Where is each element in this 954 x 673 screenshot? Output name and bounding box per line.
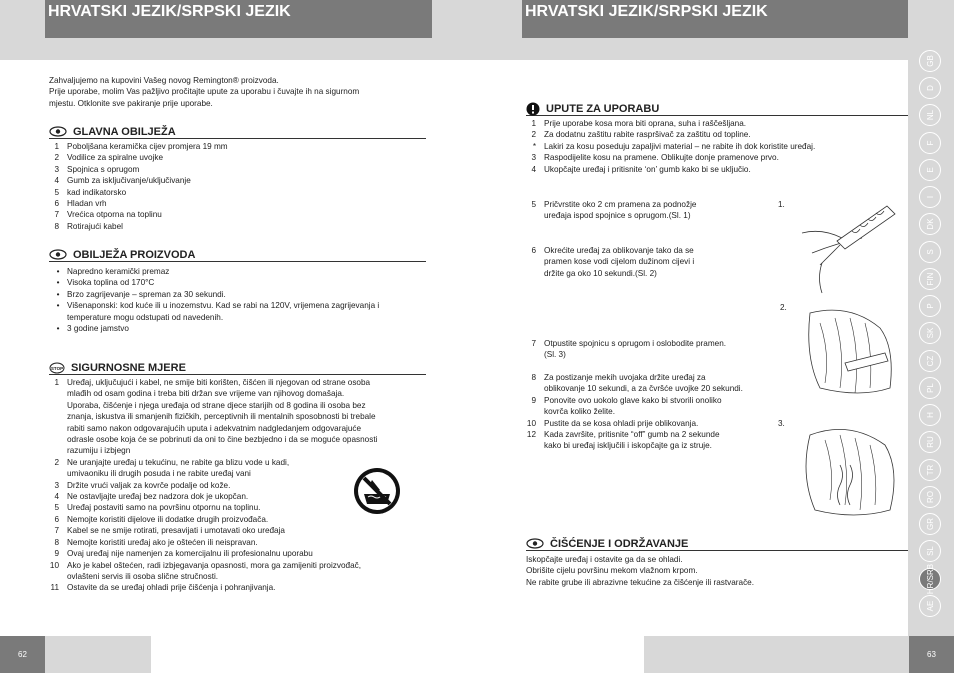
list-item-number <box>49 400 67 411</box>
list-item <box>49 400 419 411</box>
figure-3-illustration <box>790 420 905 525</box>
list-item <box>49 141 419 152</box>
list-item-number: 3 <box>54 164 59 174</box>
list-item-text: Ukopčajte uređaj i pritisnite ‘on’ gumb kako bi se uključio. <box>544 164 751 174</box>
product-heading <box>49 248 426 262</box>
list-item-text: držite ga oko 10 sekundi.(Sl. 2) <box>544 268 657 278</box>
list-item-text: Gumb za isključivanje/uključivanje <box>67 176 191 186</box>
list-item-text: pramen kose vodi cijelom dužinom cijevi i <box>544 257 695 267</box>
intro-line: Prije uporabe, molim Vas pažljivo pročitajte upute za uporabu i čuvajte ih na sigurnom <box>49 87 360 97</box>
list-item <box>49 221 419 232</box>
list-item-number: 3 <box>531 153 536 163</box>
list-item <box>526 141 896 152</box>
list-item-text: razumiju i izbjegn <box>67 446 131 456</box>
list-item <box>526 118 896 129</box>
bullet-dot: • <box>56 278 60 288</box>
safety-title: SIGURNOSNE MJERE <box>71 361 186 374</box>
list-item-text: Spojnica s oprugom <box>67 164 140 174</box>
list-item-number: 4 <box>54 176 59 186</box>
steps-list-a <box>526 199 746 222</box>
list-item <box>49 434 419 445</box>
bullet-text: Napredno keramički premaz <box>67 267 170 276</box>
language-tab[interactable]: FIN <box>919 268 941 290</box>
bullet-item <box>49 323 429 334</box>
stop-icon <box>49 362 65 374</box>
list-item <box>49 187 419 198</box>
features-title: GLAVNA OBILJEŽA <box>73 125 176 138</box>
language-tab[interactable]: HR/SRB <box>919 568 941 590</box>
list-item-number: 8 <box>531 373 536 382</box>
list-item <box>526 338 786 349</box>
bullet-dot: • <box>56 289 60 299</box>
list-item <box>49 571 419 582</box>
list-item-text: Ponovite ovo uokolo glave kako bi stvorili onoliko <box>544 395 722 405</box>
left-page-number: 62 <box>0 636 45 673</box>
list-item-number: 6 <box>531 246 536 255</box>
list-item-text: znanja, iskustva ili smanjenih fizičkih, perceptivnih ili mentalnih sposobnosti bi trebale <box>67 412 376 422</box>
right-footer-band <box>644 636 954 673</box>
list-item-number: 5 <box>54 187 59 197</box>
list-item-number: 8 <box>54 537 59 547</box>
list-item <box>526 210 746 221</box>
bullet-item <box>49 277 429 288</box>
list-item-number <box>526 349 544 360</box>
language-tab[interactable]: DK <box>919 213 941 235</box>
hand-pointer-icon <box>526 102 540 116</box>
list-item <box>49 152 419 163</box>
bullet-dot: • <box>56 301 60 311</box>
list-item-text: Raspodijelite kosu na pramene. Oblikujte donje pramenove prvo. <box>544 153 779 163</box>
list-item-text: Pobolјšana keramička cijev promjera 19 mm <box>67 142 228 151</box>
bullet-dot: • <box>56 267 60 276</box>
list-item-text: Lakiri za kosu poseduju zapaljivi material – ne rabite ih dok koristite uređaj. <box>544 141 816 151</box>
figure-label: 3. <box>778 419 785 428</box>
language-tab[interactable]: S <box>919 241 941 263</box>
list-item-text: rabiti samo nakon odgovarajućih uputa i adekvatnim nadgledanjem odgovarajuće <box>67 423 362 433</box>
product-title: OBILJEŽA PROIZVODA <box>73 248 196 261</box>
list-item-number: 3 <box>54 480 59 490</box>
list-item <box>49 164 419 175</box>
list-item-text: Okrećite uređaj za oblikovanje tako da se <box>544 246 694 255</box>
language-tab[interactable]: P <box>919 295 941 317</box>
list-item-number: 9 <box>54 549 59 559</box>
list-item <box>526 245 746 256</box>
list-item <box>49 423 419 434</box>
safety-heading <box>49 361 426 375</box>
features-heading <box>49 125 426 139</box>
language-tab[interactable]: NL <box>919 104 941 126</box>
bullet-item <box>49 300 429 311</box>
list-item-text: odrasle osobe koja će se pobrinuti da oni to čine bezbjedno i da se moguće opasnosti <box>67 435 378 445</box>
list-item-text: mlađih od osam godina i treba biti držan sve vrijeme van njihovog domašaja. <box>67 389 345 399</box>
language-tab[interactable]: SK <box>919 322 941 344</box>
list-item-text: (Sl. 3) <box>544 350 566 360</box>
list-item-number: 9 <box>531 395 536 405</box>
cleaning-text <box>526 554 906 588</box>
eye-icon <box>49 249 67 260</box>
list-item-number <box>526 440 544 451</box>
bullet-text: Višenaponski: kod kuće ili u inozemstvu. Kad se rabi na 120V, vrijemena zagrijevanja i <box>67 301 380 311</box>
language-tab[interactable]: RU <box>919 431 941 453</box>
list-item-number <box>49 423 67 434</box>
list-item-text: Držite vrući valjak za kovrče podalje od kože. <box>67 480 231 490</box>
list-item-text: kako bi uređaj isključili i iskopčajte ga iz struje. <box>544 441 712 451</box>
list-item-number <box>49 468 67 479</box>
list-item <box>49 411 419 422</box>
list-item <box>49 175 419 186</box>
list-item-text: Vrećica otporna na toplinu <box>67 210 162 220</box>
list-item-number <box>526 268 544 279</box>
list-item-number: 2 <box>54 153 59 163</box>
list-item-text: kad indikatorsko <box>67 187 127 197</box>
cleaning-line: Ne rabite grube ili abrazivne tekućine za čišćenje ili rastvarače. <box>526 577 754 587</box>
list-item-text: Ovaj uređaj nije namenjen za komercijalnu ili profesionalnu uporabu <box>67 549 313 559</box>
bullet-text: Visoka toplina od 170°C <box>67 278 155 288</box>
list-item-number: 6 <box>54 199 59 209</box>
list-item-number: 4 <box>531 164 536 174</box>
right-page-number: 63 <box>909 636 954 673</box>
list-item <box>526 372 786 383</box>
list-item-text: uređaja ispod spojnice s oprugom.(Sl. 1) <box>544 211 691 221</box>
list-item <box>526 199 746 210</box>
list-item <box>526 129 896 140</box>
list-item-number: * <box>532 141 536 151</box>
steps-list-b <box>526 245 746 279</box>
svg-text:STOP: STOP <box>50 365 64 371</box>
language-tab[interactable]: H <box>919 404 941 426</box>
usage-heading <box>526 102 908 116</box>
intro-line: mjestu. Otklonite sve pakiranje prije uporabe. <box>49 98 213 108</box>
language-tab[interactable]: GB <box>919 50 941 72</box>
list-item <box>49 198 419 209</box>
list-item-text: Uporaba, čišćenje i njega uređaja od strane djece starijih od 8 godina ili osoba bez <box>67 400 366 410</box>
figure-2-illustration <box>790 303 905 408</box>
list-item <box>49 548 419 559</box>
list-item-number <box>526 256 544 267</box>
list-item <box>526 256 746 267</box>
language-tab[interactable]: F <box>919 132 941 154</box>
list-item-number: 7 <box>531 339 536 348</box>
list-item <box>526 440 786 451</box>
intro-line: Zahvaljujemo na kupovini Vašeg novog Remington® proizvoda. <box>49 76 279 85</box>
language-tab[interactable]: GR <box>919 513 941 535</box>
steps-list-c <box>526 338 786 361</box>
bullet-text: temperature mogu odstupati od navedenih. <box>67 312 224 322</box>
eye-icon <box>526 538 544 549</box>
list-item-number <box>49 571 67 582</box>
cleaning-heading <box>526 537 908 551</box>
list-item-text: Ako je kabel oštećen, radi izbjegavanja opasnosti, mora ga zamijeniti proizvođač, <box>67 560 362 570</box>
cleaning-line: Iskopčajte uređaj i ostavite ga da se ohladi. <box>526 555 683 564</box>
language-tab[interactable]: RO <box>919 486 941 508</box>
list-item <box>49 525 419 536</box>
bullet-item <box>49 312 429 323</box>
list-item-text: Vodilice za spiralne uvojke <box>67 153 164 163</box>
language-tab[interactable]: E <box>919 159 941 181</box>
list-item-text: Za postizanje mekih uvojaka držite uređaj za <box>544 373 706 382</box>
usage-title: UPUTE ZA UPORABU <box>546 102 660 115</box>
list-item-text: oblikovanje 10 sekundi, a za čvršće uvojke 20 sekundi. <box>544 384 743 394</box>
right-page-title: HRVATSKI JEZIK/SRPSKI JEZIK <box>522 0 908 38</box>
bullet-item <box>49 289 429 300</box>
list-item-text: umivaoniku ili drugih posuda i ne rabite uređaj vani <box>67 469 251 479</box>
features-list <box>49 141 419 232</box>
list-item-number: 7 <box>54 526 59 536</box>
list-item <box>526 429 786 440</box>
list-item-number <box>526 406 544 417</box>
list-item-number: 12 <box>526 430 536 440</box>
list-item-number <box>49 434 67 445</box>
list-item <box>526 152 896 163</box>
list-item-text: Nemojte koristiti dijelove ili dodatke drugih proizvođača. <box>67 514 269 524</box>
list-item <box>49 377 419 388</box>
left-page-title: HRVATSKI JEZIK/SRPSKI JEZIK <box>45 0 432 38</box>
list-item-number: 2 <box>54 457 59 467</box>
list-item-text: Za dodatnu zaštitu rabite raspršivač za zaštitu od topline. <box>544 130 751 140</box>
list-item-text: ovlašteni servis ili osoba slične stručnosti. <box>67 571 219 581</box>
list-item-number: 11 <box>50 583 59 593</box>
list-item <box>526 406 786 417</box>
language-tab[interactable]: SL <box>919 540 941 562</box>
list-item-number: 7 <box>54 210 59 220</box>
list-item-text: Pustite da se kosa ohladi prije oblikovanja. <box>544 418 699 428</box>
list-item-number: 5 <box>531 200 536 209</box>
list-item-text: Uređaj postaviti samo na površinu otpornu na toplinu. <box>67 503 261 513</box>
list-item-number <box>49 411 67 422</box>
list-item-text: Rotirajući kabel <box>67 221 123 231</box>
list-item-number: 1 <box>531 119 536 128</box>
list-item-number: 6 <box>54 514 59 524</box>
bullet-text: 3 godine jamstvo <box>67 324 129 334</box>
language-sidebar <box>908 40 954 636</box>
language-tab[interactable]: I <box>919 186 941 208</box>
list-item-text: Uređaj, uključujući i kabel, ne smije biti korišten, čišćen ili njegovan od strane osoba <box>67 378 371 387</box>
list-item-text: Ne uranjajte uređaj u tekućinu, ne rabite ga blizu vode u kadi, <box>67 457 290 467</box>
list-item <box>526 418 786 429</box>
list-item-number: 5 <box>54 503 59 513</box>
figure-label: 2. <box>780 303 787 312</box>
list-item-text: Otpustite spojnicu s oprugom i oslobodite pramen. <box>544 339 727 348</box>
bullet-dot: • <box>56 324 60 334</box>
list-item-number: 2 <box>531 130 536 140</box>
bullet-dot <box>49 312 67 323</box>
list-item <box>49 388 419 399</box>
list-item-text: Nemojte koristiti uređaj ako je oštećen ili neispravan. <box>67 537 258 547</box>
list-item-text: Hladan vrh <box>67 199 107 209</box>
list-item-number: 10 <box>49 560 59 570</box>
list-item-number <box>49 388 67 399</box>
cleaning-title: ČIŠĆENJE I ODRŽAVANJE <box>550 537 689 550</box>
list-item-text: Kada završite, pritisnite “off” gumb na 2 sekunde <box>544 430 720 440</box>
language-tab[interactable]: D <box>919 77 941 99</box>
list-item-text: Kabel se ne smije rotirati, presavijati i umotavati oko uređaja <box>67 526 285 536</box>
list-item-text: Ne ostavljajte uređaj bez nadzora dok je ukopčan. <box>67 492 249 502</box>
figure-1-illustration <box>792 193 907 298</box>
list-item <box>526 349 786 360</box>
list-item-number <box>49 445 67 456</box>
figure-label: 1. <box>778 200 785 209</box>
list-item <box>49 209 419 220</box>
language-tab[interactable]: TR <box>919 459 941 481</box>
list-item <box>526 395 786 406</box>
list-item <box>526 164 896 175</box>
steps-list-d <box>526 372 786 452</box>
list-item <box>526 268 746 279</box>
list-item <box>526 383 786 394</box>
eye-icon <box>49 126 67 137</box>
list-item <box>49 445 419 456</box>
language-tab[interactable]: CZ <box>919 350 941 372</box>
list-item-text: Pričvrstite oko 2 cm pramena za podnožje <box>544 200 697 209</box>
list-item-text: kovrča koliko želite. <box>544 407 615 417</box>
list-item-number: 1 <box>54 142 59 151</box>
list-item-number <box>526 383 544 394</box>
cleaning-line: Obrišite cijelu površinu mekom vlažnom krpom. <box>526 566 698 576</box>
usage-list <box>526 118 896 175</box>
language-tab[interactable]: AE <box>919 595 941 617</box>
bullet-item <box>49 266 429 277</box>
list-item <box>49 560 419 571</box>
list-item-number: 10 <box>526 418 536 428</box>
no-water-warning-icon <box>352 466 402 516</box>
list-item-number: 8 <box>54 221 59 231</box>
intro-text <box>49 75 429 109</box>
language-tab[interactable]: PL <box>919 377 941 399</box>
list-item <box>49 582 419 593</box>
list-item-number: 4 <box>54 492 59 502</box>
list-item <box>49 537 419 548</box>
list-item-text: Prije uporabe kosa mora biti oprana, suha i raščešljana. <box>544 119 747 128</box>
list-item-number <box>526 210 544 221</box>
bullet-text: Brzo zagrijevanje – spreman za 30 sekundi. <box>67 289 226 299</box>
product-list <box>49 266 429 334</box>
list-item-text: Ostavite da se uređaj ohladi prije čišćenja i pohranjivanja. <box>67 583 276 593</box>
list-item-number: 1 <box>54 378 59 387</box>
